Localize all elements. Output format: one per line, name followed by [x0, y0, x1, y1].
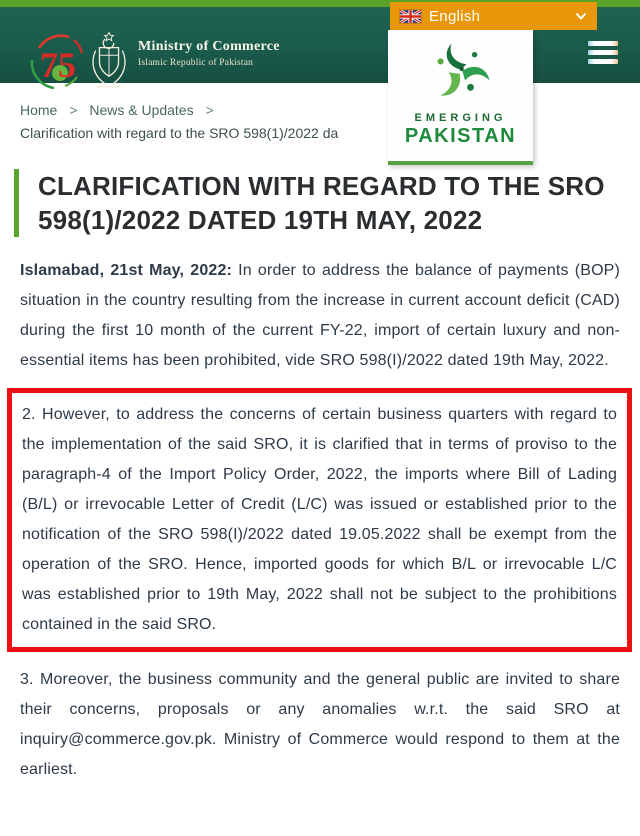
svg-text:75: 75 [40, 45, 76, 85]
emerging-pakistan-logo-box[interactable] [388, 30, 533, 165]
highlighted-clause-box [7, 388, 632, 652]
language-selected-label: English [429, 7, 481, 25]
hamburger-bar [588, 50, 618, 55]
breadcrumb [20, 99, 640, 144]
hamburger-bar [588, 41, 618, 46]
uk-flag-icon [400, 10, 421, 23]
breadcrumb-home-link[interactable]: Home [20, 102, 58, 118]
language-dropdown[interactable] [390, 2, 597, 30]
paragraph-2: 2. However, to address the concerns of certain business quarters with regard to the implementation of the said SRO, it is clarified that in terms of proviso to the paragraph-4 of the Import Policy Order, 2022, the imports where Bill of Lading (B/L) or irrevocable Letter of Credit (L/C) was issued or established prior to the notification of the SRO 598(I)/2022 dated 19.05.2022 shall be exempt from the operation of the SRO. Hence, imported goods for which B/L or irrevocable L/C was established prior to 19th May, 2022 shall not be subject to the prohibitions contained in the said SRO. [22, 406, 617, 633]
hamburger-bar [588, 59, 618, 64]
main-content [0, 83, 640, 785]
pakistan-state-emblem-icon [88, 31, 130, 91]
hamburger-menu-icon[interactable] [588, 41, 618, 67]
emerging-pakistan-swirl-logo-icon [426, 37, 496, 105]
chevron-down-icon [575, 12, 587, 21]
page-title: CLARIFICATION WITH REGARD TO THE SRO 598(1)/2022 DATED 19TH MAY, 2022 [14, 169, 620, 237]
emerging-label: EMERGING [414, 112, 507, 124]
paragraph-3: 3. Moreover, the business community and the general public are invited to share their concerns, proposals or any anomalies w.r.t. the said SRO at inquiry@commerce.gov.pk. Ministry of Commerce would respond to them at the earliest. [20, 671, 620, 778]
ministry-title: Ministry of Commerce [138, 39, 280, 54]
paragraph-1-text: In order to address the balance of payments (BOP) situation in the country resulting from the increase in current account deficit (CAD) during the first 10 month of the current FY-22, import of certain luxury and non-essential items has been prohibited, vide SRO 598(I)/2022 dated 19th May, 2022. [20, 262, 620, 369]
pakistan-label: PAKISTAN [404, 125, 517, 147]
breadcrumb-separator: > [69, 102, 78, 118]
breadcrumb-news-updates-link[interactable]: News & Updates [89, 102, 194, 118]
paragraph-1 [20, 256, 620, 376]
breadcrumb-current-page: Clarification with regard to the SRO 598(1)/2022 da [20, 125, 339, 141]
ministry-branding [138, 39, 280, 68]
dateline: Islamabad, 21st May, 2022: [20, 262, 232, 279]
breadcrumb-separator: > [205, 102, 214, 118]
ministry-subtitle: Islamic Republic of Pakistan [138, 58, 254, 68]
